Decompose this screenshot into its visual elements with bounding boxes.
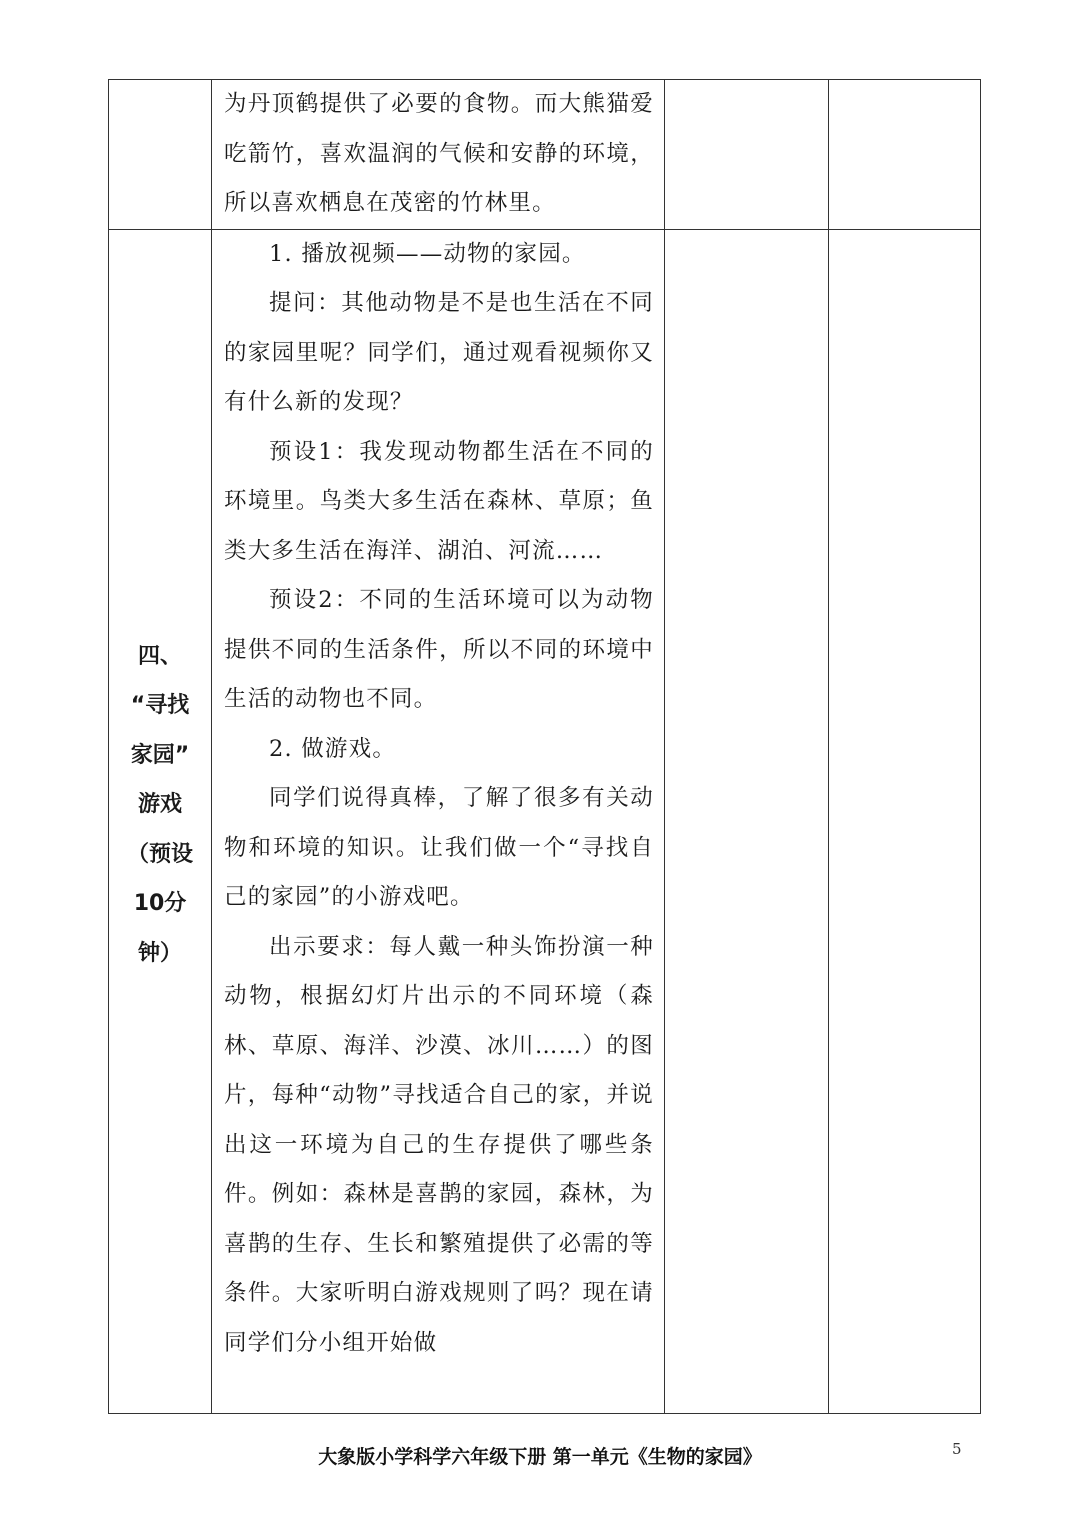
section-cell	[109, 229, 212, 1413]
paragraph: 为丹顶鹤提供了必要的食物。而大熊猫爱吃箭竹，喜欢温润的气候和安静的环境，所以喜欢栖息在茂密的竹林里。	[224, 91, 654, 216]
section-title	[109, 632, 211, 979]
content-cell	[212, 80, 665, 230]
paragraph: 同学们说得真棒，了解了很多有关动物和环境的知识。让我们做一个“寻找自己的家园”的小游戏吧。	[224, 785, 654, 910]
paragraph: 提问：其他动物是不是也生活在不同的家园里呢？同学们，通过观看视频你又有什么新的发现？	[224, 290, 654, 415]
table-row	[109, 80, 981, 230]
section-title-line: “寻找	[130, 693, 190, 719]
paragraph: 出示要求：每人戴一种头饰扮演一种动物，根据幻灯片出示的不同环境（森林、草原、海洋、沙漠、冰川……）的图片，每种“动物”寻找适合自己的家，并说出这一环境为自己的生存提供了哪些条件。例如：森林是喜鹊的家园，森林，为喜鹊的生存、生长和繁殖提供了必需的等条件。大家听明白游戏规则了吗？现在请同学们分小组开始做	[224, 933, 654, 1356]
section-title-line: 钟）	[137, 940, 182, 966]
section-title-line: 家园”	[130, 742, 190, 768]
notes-cell	[665, 80, 829, 230]
remarks-cell	[829, 229, 981, 1413]
paragraph: 1. 播放视频——动物的家园。	[269, 240, 586, 267]
remarks-cell	[829, 80, 981, 230]
table-row	[109, 229, 981, 1413]
section-title-line: 游戏	[137, 792, 182, 818]
lesson-plan-table	[108, 79, 981, 1414]
page-number: 5	[952, 1440, 962, 1458]
footer-title: 大象版小学科学六年级下册 第一单元《生物的家园》	[318, 1446, 762, 1468]
content-cell	[212, 229, 665, 1413]
paragraph: 预设2：不同的生活环境可以为动物提供不同的生活条件，所以不同的环境中生活的动物也不同。	[224, 587, 654, 712]
section-cell-empty	[109, 80, 212, 230]
paragraph: 2. 做游戏。	[269, 735, 397, 762]
content-text	[212, 230, 664, 1369]
content-text	[212, 80, 664, 229]
section-title-line: 四、	[137, 643, 182, 669]
section-title-line: （预设	[126, 841, 193, 867]
notes-cell	[665, 229, 829, 1413]
paragraph: 预设1：我发现动物都生活在不同的环境里。鸟类大多生活在森林、草原；鱼类大多生活在海洋、湖泊、河流……	[224, 438, 654, 564]
section-title-line: 10分	[133, 891, 187, 917]
